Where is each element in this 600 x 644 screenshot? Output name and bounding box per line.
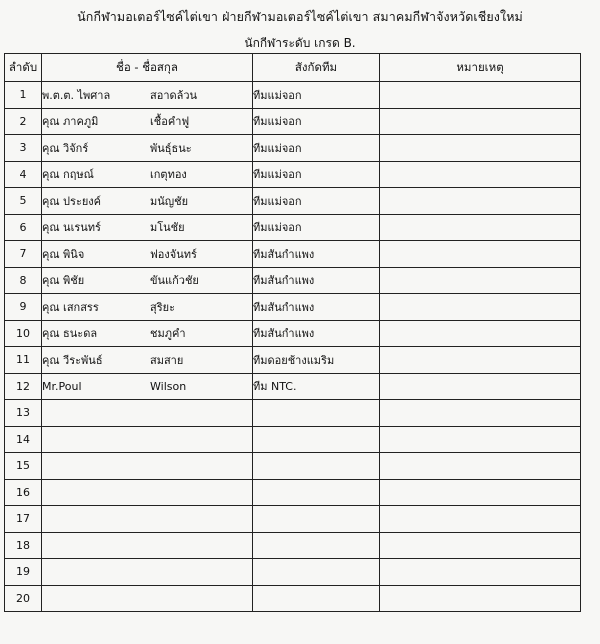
last-name: สอาดล้วน	[150, 88, 198, 102]
team-cell: ทีมแม่จอก	[253, 82, 380, 109]
note-cell	[380, 559, 581, 586]
note-cell	[380, 82, 581, 109]
name-cell	[42, 373, 253, 400]
team-cell	[253, 532, 380, 559]
last-name: Wilson	[150, 379, 187, 393]
team-cell	[253, 453, 380, 480]
last-name: เกตุทอง	[150, 168, 187, 182]
table-row	[5, 506, 581, 533]
row-number: 14	[5, 426, 42, 453]
table-row	[5, 453, 581, 480]
note-cell	[380, 400, 581, 427]
table-row	[5, 241, 581, 268]
table-row	[5, 347, 581, 374]
table-row	[5, 479, 581, 506]
team-cell: ทีมสันกำแพง	[253, 294, 380, 321]
row-number: 20	[5, 585, 42, 612]
first-name: คุณ นเรนทร์	[42, 221, 101, 235]
note-cell	[380, 161, 581, 188]
first-name: คุณ กฤษณ์	[42, 168, 94, 182]
name-cell	[42, 108, 253, 135]
row-number: 10	[5, 320, 42, 347]
team-cell	[253, 506, 380, 533]
row-number: 11	[5, 347, 42, 374]
team-cell: ทีมแม่จอก	[253, 188, 380, 215]
table-row	[5, 82, 581, 109]
column-header-no: ลำดับ	[5, 54, 42, 82]
note-cell	[380, 479, 581, 506]
column-header-team: สังกัดทีม	[253, 54, 380, 82]
row-number: 4	[5, 161, 42, 188]
note-cell	[380, 347, 581, 374]
name-cell	[42, 532, 253, 559]
page-subtitle: นักกีฬาระดับ เกรด B.	[244, 36, 356, 50]
row-number: 17	[5, 506, 42, 533]
column-header-name: ชื่อ - ชื่อสกุล	[42, 54, 253, 82]
team-cell: ทีมสันกำแพง	[253, 241, 380, 268]
last-name: สุริยะ	[150, 300, 175, 314]
row-number: 1	[5, 82, 42, 109]
name-cell	[42, 294, 253, 321]
team-cell: ทีมแม่จอก	[253, 135, 380, 162]
last-name: เชื้อคำฟู	[150, 115, 190, 129]
name-cell	[42, 320, 253, 347]
team-cell: ทีมสันกำแพง	[253, 320, 380, 347]
note-cell	[380, 506, 581, 533]
last-name: สมสาย	[150, 353, 184, 367]
note-cell	[380, 135, 581, 162]
table-row	[5, 559, 581, 586]
team-cell	[253, 400, 380, 427]
table-row	[5, 426, 581, 453]
team-cell	[253, 585, 380, 612]
name-cell	[42, 135, 253, 162]
table-row	[5, 161, 581, 188]
table-row	[5, 585, 581, 612]
note-cell	[380, 241, 581, 268]
team-cell: ทีมดอยช้างแมริม	[253, 347, 380, 374]
name-cell	[42, 426, 253, 453]
last-name: ชมภูคำ	[150, 327, 186, 341]
team-cell	[253, 559, 380, 586]
note-cell	[380, 294, 581, 321]
note-cell	[380, 532, 581, 559]
page-title: นักกีฬามอเตอร์ไซค์ไต่เขา ฝ่ายกีฬามอเตอร์ไซค์ไต่เขา สมาคมกีฬาจังหวัดเชียงใหม่	[77, 9, 523, 24]
row-number: 5	[5, 188, 42, 215]
last-name: ฟองจันทร์	[150, 247, 197, 261]
table-row	[5, 294, 581, 321]
note-cell	[380, 188, 581, 215]
table-row	[5, 267, 581, 294]
row-number: 15	[5, 453, 42, 480]
table-row	[5, 532, 581, 559]
table-header-row	[5, 54, 581, 82]
first-name: คุณ ธนะดล	[42, 327, 98, 341]
first-name: คุณ วีระพันธ์	[42, 353, 103, 367]
first-name: คุณ พิชัย	[42, 274, 85, 288]
row-number: 12	[5, 373, 42, 400]
row-number: 16	[5, 479, 42, 506]
table-row	[5, 400, 581, 427]
team-cell: ทีมแม่จอก	[253, 161, 380, 188]
team-cell: ทีมสันกำแพง	[253, 267, 380, 294]
name-cell	[42, 82, 253, 109]
team-cell: ทีมแม่จอก	[253, 214, 380, 241]
name-cell	[42, 188, 253, 215]
last-name: มโนชัย	[150, 221, 185, 235]
roster-table	[4, 53, 581, 612]
name-cell	[42, 241, 253, 268]
table-row	[5, 373, 581, 400]
team-cell	[253, 479, 380, 506]
first-name: คุณ เสกสรร	[42, 300, 99, 314]
note-cell	[380, 453, 581, 480]
name-cell	[42, 267, 253, 294]
name-cell	[42, 347, 253, 374]
note-cell	[380, 267, 581, 294]
table-row	[5, 108, 581, 135]
team-cell: ทีมแม่จอก	[253, 108, 380, 135]
last-name: พันธุ์ธนะ	[150, 141, 192, 155]
row-number: 18	[5, 532, 42, 559]
row-number: 6	[5, 214, 42, 241]
table-row	[5, 320, 581, 347]
name-cell	[42, 585, 253, 612]
roster-body	[5, 82, 581, 612]
row-number: 3	[5, 135, 42, 162]
last-name: ขันแก้วชัย	[150, 274, 199, 288]
column-header-note: หมายเหตุ	[380, 54, 581, 82]
name-cell	[42, 161, 253, 188]
row-number: 2	[5, 108, 42, 135]
note-cell	[380, 373, 581, 400]
row-number: 7	[5, 241, 42, 268]
row-number: 19	[5, 559, 42, 586]
last-name: มนัญชัย	[150, 194, 189, 208]
note-cell	[380, 108, 581, 135]
first-name: คุณ ประยงค์	[42, 194, 102, 208]
table-row	[5, 188, 581, 215]
first-name: คุณ วิจักร์	[42, 141, 89, 155]
row-number: 13	[5, 400, 42, 427]
first-name: คุณ ภาคภูมิ	[42, 115, 99, 129]
row-number: 8	[5, 267, 42, 294]
note-cell	[380, 320, 581, 347]
team-cell: ทีม NTC.	[253, 373, 380, 400]
note-cell	[380, 585, 581, 612]
name-cell	[42, 479, 253, 506]
name-cell	[42, 559, 253, 586]
first-name: พ.ต.ต. ไพศาล	[42, 88, 111, 102]
table-row	[5, 135, 581, 162]
name-cell	[42, 214, 253, 241]
name-cell	[42, 453, 253, 480]
team-cell	[253, 426, 380, 453]
name-cell	[42, 400, 253, 427]
note-cell	[380, 214, 581, 241]
first-name: คุณ พินิจ	[42, 247, 85, 261]
table-row	[5, 214, 581, 241]
name-cell	[42, 506, 253, 533]
note-cell	[380, 426, 581, 453]
first-name: Mr.Poul	[42, 379, 82, 393]
row-number: 9	[5, 294, 42, 321]
